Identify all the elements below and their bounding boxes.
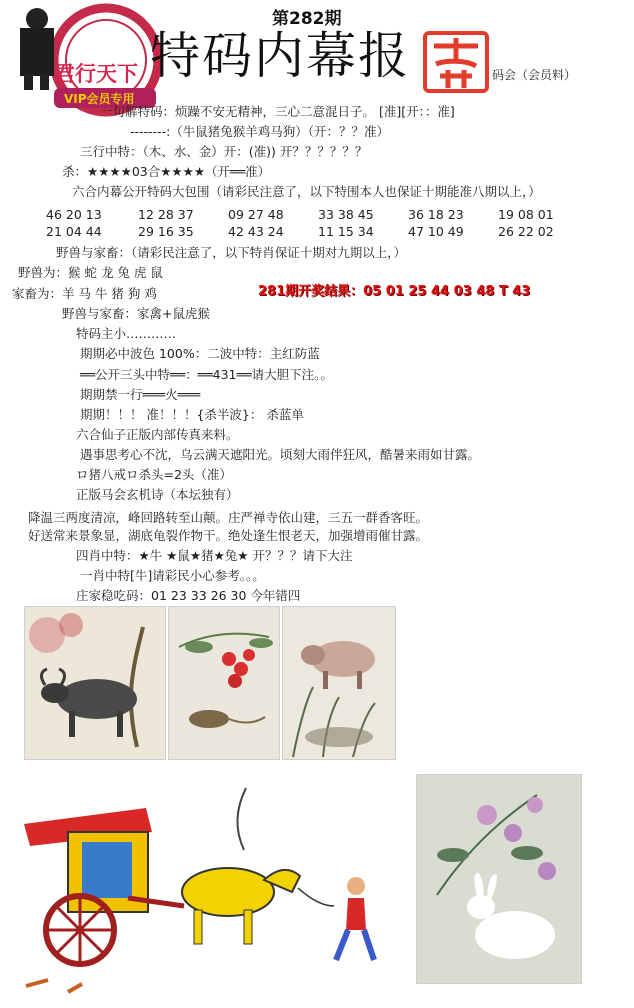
poem-line: 遇事思考心不沈，乌云满天遮阳光。顷刻大雨伴狂风，酷暑来雨如甘露。 [80,447,481,462]
poem-verse-1: 降温三两度清凉，峰回路转至山颠。庄严禅寺依山建，三五一群香客旺。 [28,510,429,525]
domestic-animals: 家畜为：羊 马 牛 猪 狗 鸡 [12,286,157,301]
seal-stamp [422,30,490,94]
riddle-line: 一句解特码：烦躁不安无精神，三心二意混日子。 [准][开：：准] [100,104,455,119]
zodiac-line: --------:（牛鼠猪兔猴羊鸡马狗）（开：？？准） [130,124,390,139]
draw-result: 281期开奖结果：05 01 25 44 03 48 T 43 [258,284,531,299]
page-subtitle: 码会（会员料） [492,68,577,82]
logo-text: 君行天下 [54,62,138,86]
grid-cell: 12 28 37 [138,207,194,222]
head-line: ══公开三头中特══：══431══请大胆下注。。 [80,367,333,382]
banker-line: 庄家稳吃码：01 23 33 26 30 今年错四 [76,588,301,603]
cart-cartoon [8,780,404,1002]
pig-painting [282,606,396,760]
fax-line: 六合仙子正版内部传真来料。 [76,427,239,442]
grid-cell: 26 22 02 [498,224,554,239]
grid-cell: 29 16 35 [138,224,194,239]
poem-heading: 正版马会玄机诗（本坛独有） [76,487,239,502]
grid-cell: 19 08 01 [498,207,554,222]
issue-number: 第282期 [272,9,342,29]
grid-cell: 36 18 23 [408,207,464,222]
ox-painting [24,606,166,760]
poem-verse-2: 好送常来景象显，湖底龟裂作物干。绝处逢生恨老天，加强增雨催甘露。 [28,528,429,543]
vip-badge: VIP会员专用 [64,92,135,106]
kill-line: 杀：★★★★03合★★★★（开══准） [62,164,271,179]
page-title: 特码内幕报 [150,27,410,85]
four-zodiac-line: 四肖中特：★牛 ★鼠★猪★兔★ 开？？？请下大注 [76,548,353,563]
one-zodiac-line: 一肖中特[牛]请彩民小心参考。。。 [80,568,265,583]
wave-line: 期期必中波色 100%：二波中特：主红防蓝 [80,346,320,361]
size-line: 特码主小………… [76,326,177,341]
element-line: 三行中特：（木、水、金）开：(准)) 开？？？？？？ [80,144,368,159]
grid-cell: 47 10 49 [408,224,464,239]
grid-cell: 33 38 45 [318,207,374,222]
pig-line: ロ猪八戒ロ杀头=2头（准） [76,467,232,482]
grid-cell: 46 20 13 [46,207,102,222]
grid-cell: 11 15 34 [318,224,374,239]
beast-notice: 野兽与家畜：（请彩民注意了，以下特肖保证十期对九期以上，） [56,245,407,260]
grid-cell: 42 43 24 [228,224,284,239]
rat-painting [168,606,280,760]
wild-beasts: 野兽为：猴 蛇 龙 兔 虎 鼠 [18,265,163,280]
rabbit-painting [416,774,582,984]
grid-cell: 21 04 44 [46,224,102,239]
ban-line: 期期禁一行═══火═══ [80,387,201,402]
grid-cell: 09 27 48 [228,207,284,222]
beast-pick: 野兽与家畜：家禽+鼠虎猴 [62,306,210,321]
half-wave-line: 期期！！！ 准！！！{杀半波}： 杀蓝单 [80,407,304,422]
notice-line: 六合内幕公开特码大包围（请彩民注意了，以下特围本人也保证十期能准八期以上，） [72,184,541,199]
